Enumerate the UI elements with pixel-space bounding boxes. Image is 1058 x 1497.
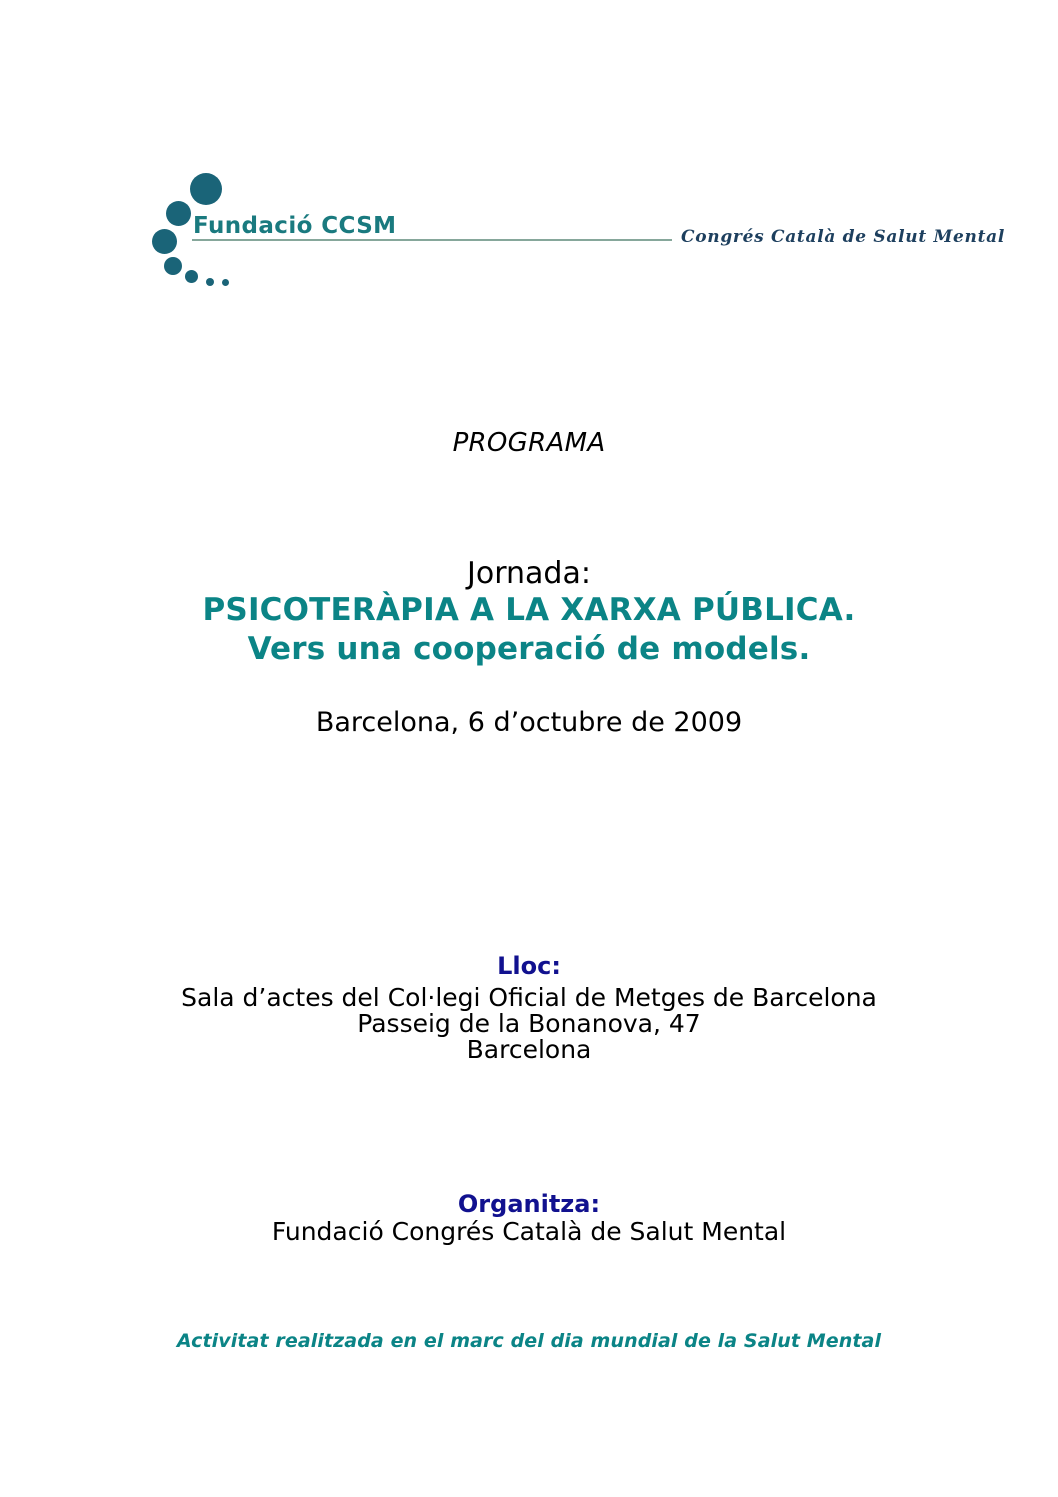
- organizer-name: Fundació Congrés Català de Salut Mental: [271, 1217, 787, 1246]
- venue-line-2: Passeig de la Bonanova, 47: [357, 1009, 701, 1038]
- event-title-line-2: Vers una cooperació de models.: [247, 631, 811, 667]
- footer-note: Activitat realitzada en el marc del dia mundial de la Salut Mental: [176, 1330, 882, 1352]
- header-divider-rule: [192, 239, 672, 241]
- logo-circle-medium-upper: [166, 201, 191, 226]
- header-tagline: Congrés Català de Salut Mental: [681, 227, 1006, 247]
- organizer-heading: Organitza:: [457, 1190, 601, 1218]
- event-title-line-1: PSICOTERÀPIA A LA XARXA PÚBLICA.: [202, 592, 856, 628]
- logo-circle-tiny-1: [185, 270, 198, 283]
- venue-line-1: Sala d’actes del Col·legi Oficial de Metges de Barcelona: [181, 983, 877, 1012]
- logo-circle-tiny-3: [222, 279, 229, 286]
- venue-heading: Lloc:: [497, 952, 561, 980]
- event-kind-label: Jornada:: [467, 556, 591, 591]
- logo-circle-medium-left: [152, 229, 177, 254]
- logo-circle-large: [190, 173, 222, 205]
- logo-circle-small-lower: [164, 257, 182, 275]
- venue-line-3: Barcelona: [466, 1035, 592, 1064]
- event-date-location: Barcelona, 6 d’octubre de 2009: [315, 707, 743, 738]
- programme-label: PROGRAMA: [452, 428, 606, 458]
- logo-wordmark: Fundació CCSM: [193, 213, 397, 239]
- document-header: [0, 0, 1058, 290]
- logo-circle-tiny-2: [206, 278, 214, 286]
